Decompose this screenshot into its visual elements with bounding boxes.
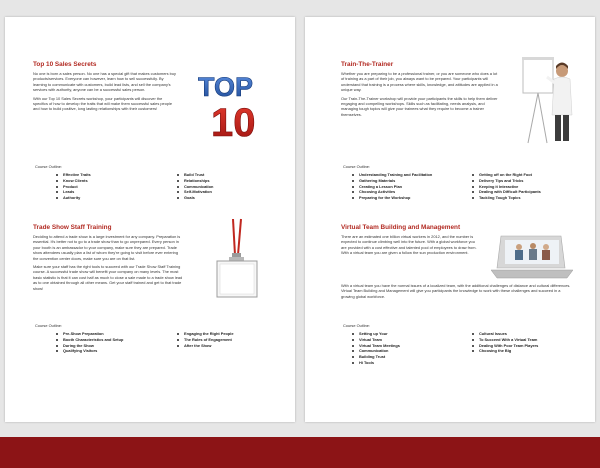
train-trainer-outline bbox=[351, 172, 541, 201]
outline-item: Relationships bbox=[176, 178, 213, 184]
trade-show-outline bbox=[55, 331, 234, 354]
right-page bbox=[305, 17, 595, 422]
outline-item: Hi Tools bbox=[351, 360, 471, 366]
train-trainer-section bbox=[341, 61, 501, 120]
train-trainer-outline-col-1 bbox=[351, 172, 471, 201]
outline-item: Leads bbox=[55, 189, 176, 195]
outline-item: Know Clients bbox=[55, 178, 176, 184]
outline-item: Virtual Team Meetings bbox=[351, 343, 471, 349]
outline-item: Engaging the Right People bbox=[176, 331, 234, 337]
outline-item: Booth Characteristics and Setup bbox=[55, 337, 176, 343]
outline-item: Authority bbox=[55, 195, 176, 201]
trainer-presentation-image bbox=[517, 55, 577, 145]
train-trainer-paragraph-1: Whether you are preparing to be a professional trainer, or you are someone who does a lot of training as a part of their job, you always want to be prepared. Your participants will understand that training is a process where skills, knowledge, and attitudes are applied in a unique way. bbox=[341, 71, 498, 93]
virtual-team-outline-col-1 bbox=[351, 331, 471, 366]
outline-item: Getting off on the Right Foot bbox=[471, 172, 541, 178]
outline-item: Goals bbox=[176, 195, 213, 201]
outline-item: During the Show bbox=[55, 343, 176, 349]
trade-show-outline-col-2 bbox=[176, 331, 234, 354]
top-logo-text: TOP bbox=[198, 72, 254, 102]
outline-item: Product bbox=[55, 184, 176, 190]
outline-item: Creating a Lesson Plan bbox=[351, 184, 471, 190]
outline-item: Virtual Team bbox=[351, 337, 471, 343]
outline-item: Effective Traits bbox=[55, 172, 176, 178]
outline-item: Understanding Training and Facilitation bbox=[351, 172, 471, 178]
bottom-bar bbox=[0, 437, 600, 468]
laptop-team-image bbox=[491, 234, 573, 282]
trade-show-outline-col-1 bbox=[55, 331, 176, 354]
trade-show-title: Trade Show Staff Training bbox=[33, 224, 112, 231]
top-sales-outline-col-2 bbox=[176, 172, 213, 201]
virtual-team-paragraph-1: There are an estimated one billion virtual workers in 2012, and the number is expected to continue climbing well into the future. With a global workforce you are provided with a cost effective and talented pool of employees to draw from. With a virtual team you are given a follow the sun production environment. bbox=[341, 234, 477, 256]
outline-item: Cultural Issues bbox=[471, 331, 538, 337]
train-trainer-paragraph-2: Our Train-The-Trainer workshop will provide your participants the skills to help them deliver engaging and compelling workshops. Skills such as facilitating, needs analysis, and managing tough topics will give your trainees what they require to become a trainer themselves. bbox=[341, 95, 498, 117]
outline-item: Communication bbox=[176, 184, 213, 190]
outline-item: Self-Motivation bbox=[176, 189, 213, 195]
trade-show-section bbox=[33, 224, 184, 294]
virtual-team-outline-heading: Course Outline: bbox=[343, 323, 371, 328]
outline-item: Pre-Show Preparation bbox=[55, 331, 176, 337]
outline-item: Keeping it Interactive bbox=[471, 184, 541, 190]
trade-show-outline-heading: Course Outline: bbox=[35, 323, 63, 328]
virtual-team-section-2 bbox=[341, 283, 571, 302]
left-page bbox=[5, 17, 295, 422]
train-trainer-outline-col-2 bbox=[471, 172, 541, 201]
outline-item: After the Show bbox=[176, 343, 234, 349]
top-sales-outline-col-1 bbox=[55, 172, 176, 201]
top-sales-section bbox=[33, 61, 178, 115]
outline-item: Dealing with Difficult Participants bbox=[471, 189, 541, 195]
top-sales-title: Top 10 Sales Secrets bbox=[33, 61, 97, 68]
badge-lanyard-image bbox=[207, 217, 263, 307]
top-10-logo-image bbox=[195, 69, 263, 141]
outline-item: Setting up Your bbox=[351, 331, 471, 337]
outline-item: The Rules of Engagement bbox=[176, 337, 234, 343]
virtual-team-paragraph-2: With a virtual team you have the normal issues of a localized team, with the additional challenges of distance and cultural differences. Virtual Team Building and Management will give you participants the knowledge to work with these challenges and succeed in a growing global workforce. bbox=[341, 283, 571, 299]
top-sales-paragraph-1: No one is born a sales person. No one has a special gift that makes customers buy products/services. Everyone can however, learn how to sell successfully. By learning to communicate with customers, build lead lists, and sell the company's services with authority, anyone can be a successful sales person. bbox=[33, 71, 176, 93]
top-sales-outline-heading: Course Outline: bbox=[35, 164, 63, 169]
virtual-team-title: Virtual Team Building and Management bbox=[341, 224, 461, 231]
trade-show-paragraph-2: Make sure your staff has the right tools to succeed with our Trade Show Staff Training course. A successful trade show will benefit your company on many levels. The most basic statistic is that it can cost half as much to close a sale made to a trade show lead as to one obtained through all other means. Get your staff trained and get to that trade show! bbox=[33, 264, 183, 291]
top-sales-paragraph-2: With our Top 10 Sales Secrets workshop, your participants will discover the specifics of how to develop the traits that will make them successful sales people and how to build positive, long lasting relationships with their customers! bbox=[33, 95, 173, 112]
trade-show-paragraph-1: Deciding to attend a trade show is a large investment for any company. Preparation is essential. It's better not to go to a trade show than to go unprepared. Every person in your booth is an ambassador to your company, make sure they are prepared. Trade show attendees usually plan a list of whom they're going to visit before ever entering the convention center doors, make sure you are on that list. bbox=[33, 234, 181, 261]
outline-item: Tackling Tough Topics bbox=[471, 195, 541, 201]
train-trainer-title: Train-The-Trainer bbox=[341, 61, 394, 68]
train-trainer-outline-heading: Course Outline: bbox=[343, 164, 371, 169]
outline-item: Gathering Materials bbox=[351, 178, 471, 184]
virtual-team-section bbox=[341, 224, 479, 259]
virtual-team-outline bbox=[351, 331, 538, 366]
outline-item: Delivery Tips and Tricks bbox=[471, 178, 541, 184]
outline-item: Choosing Activities bbox=[351, 189, 471, 195]
outline-item: Qualifying Visitors bbox=[55, 348, 176, 354]
outline-item: Preparing for the Workshop bbox=[351, 195, 471, 201]
outline-item: Communication bbox=[351, 348, 471, 354]
virtual-team-outline-col-2 bbox=[471, 331, 538, 366]
outline-item: Building Trust bbox=[351, 354, 471, 360]
ten-logo-text: 10 bbox=[211, 101, 256, 141]
outline-item: Build Trust bbox=[176, 172, 213, 178]
outline-item: Dealing With Poor Team Players bbox=[471, 343, 538, 349]
top-sales-outline bbox=[55, 172, 213, 201]
outline-item: Choosing the Big bbox=[471, 348, 538, 354]
outline-item: To Succeed With a Virtual Team bbox=[471, 337, 538, 343]
